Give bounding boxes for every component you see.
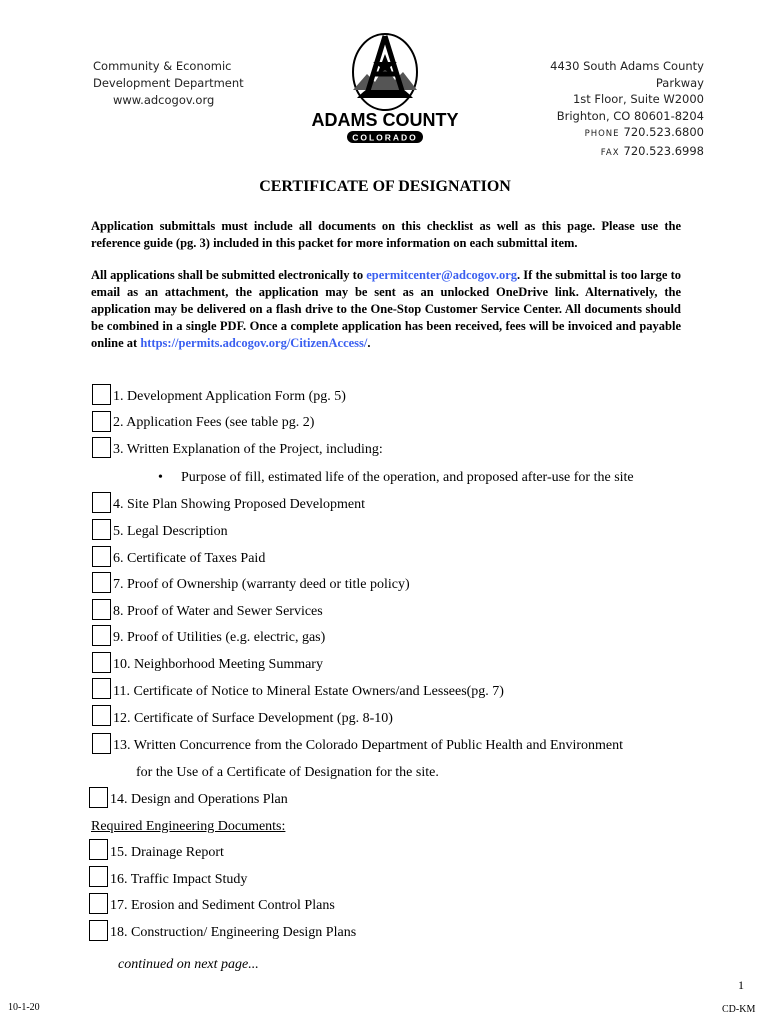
section-heading: Required Engineering Documents: xyxy=(91,819,286,834)
phone-number: 720.523.6800 xyxy=(623,125,704,139)
phone-label: PHONE xyxy=(584,129,620,139)
instructions-text: . xyxy=(367,336,371,350)
checklist-item: 7. Proof of Ownership (warranty deed or title policy) xyxy=(113,577,410,592)
checklist-item-continuation: for the Use of a Certificate of Designation for the site. xyxy=(136,765,439,780)
document-title: CERTIFICATE OF DESIGNATION xyxy=(259,178,511,195)
bullet-symbol: • xyxy=(158,470,163,485)
checklist-item: 3. Written Explanation of the Project, including: xyxy=(113,442,383,457)
checklist-item: 16. Traffic Impact Study xyxy=(110,872,248,887)
checklist-item: 17. Erosion and Sediment Control Plans xyxy=(110,898,335,913)
checklist-item: 4. Site Plan Showing Proposed Development xyxy=(113,497,365,512)
checkbox[interactable] xyxy=(92,411,111,432)
fax-line xyxy=(520,143,704,162)
bullet-item: Purpose of fill, estimated life of the operation, and proposed after-use for the site xyxy=(181,470,634,485)
checklist-item: 15. Drainage Report xyxy=(110,845,224,860)
checkbox[interactable] xyxy=(89,866,108,887)
fax-number: 720.523.6998 xyxy=(623,143,704,158)
adams-county-logo xyxy=(305,28,465,148)
checkbox[interactable] xyxy=(89,839,108,860)
checkbox[interactable] xyxy=(89,787,108,808)
checklist-item: 12. Certificate of Surface Development (pg. 8-10) xyxy=(113,711,393,726)
permits-link[interactable]: https://permits.adcogov.org/CitizenAccess/ xyxy=(140,336,368,350)
checkbox[interactable] xyxy=(92,652,111,673)
checklist-item: 5. Legal Description xyxy=(113,524,228,539)
fax-label: FAX xyxy=(600,147,620,158)
checklist-item: 8. Proof of Water and Sewer Services xyxy=(113,604,323,619)
intro-paragraph: Application submittals must include all documents on this checklist as well as this page. Please use the reference guide (pg. 3) included in this packet for more information on each submittal item. xyxy=(91,219,681,250)
page-number: 1 xyxy=(738,978,744,992)
dept-line: Community & Economic xyxy=(93,59,232,73)
checkbox[interactable] xyxy=(92,625,111,646)
checkbox[interactable] xyxy=(92,384,111,405)
phone-line xyxy=(520,124,704,143)
checklist-item: 2. Application Fees (see table pg. 2) xyxy=(113,415,315,430)
checklist-item: 14. Design and Operations Plan xyxy=(110,792,288,807)
checkbox[interactable] xyxy=(92,733,111,754)
footer-date: 10-1-20 xyxy=(8,1002,40,1013)
footer-code: CD-KM xyxy=(722,1004,756,1015)
checklist-item: 6. Certificate of Taxes Paid xyxy=(113,551,266,566)
logo-subtitle: COLORADO xyxy=(352,132,418,143)
department-block xyxy=(93,58,244,109)
checklist-item: 18. Construction/ Engineering Design Plans xyxy=(110,925,357,940)
checklist-item: 10. Neighborhood Meeting Summary xyxy=(113,657,323,672)
checklist-item: 9. Proof of Utilities (e.g. electric, gas) xyxy=(113,630,326,645)
checkbox[interactable] xyxy=(92,572,111,593)
dept-line: Development Department xyxy=(93,76,244,90)
website-text: www.adcogov.org xyxy=(113,93,215,107)
instructions-paragraph xyxy=(91,267,681,352)
checkbox[interactable] xyxy=(92,678,111,699)
checkbox[interactable] xyxy=(92,519,111,540)
checkbox[interactable] xyxy=(89,920,108,941)
address-block xyxy=(520,58,704,161)
address-line: Brighton, CO 80601-8204 xyxy=(556,108,704,123)
logo-name: ADAMS COUNTY xyxy=(311,110,459,130)
checklist-item: 1. Development Application Form (pg. 5) xyxy=(113,389,346,404)
address-line: 4430 South Adams County Parkway xyxy=(550,59,704,90)
checkbox[interactable] xyxy=(92,705,111,726)
checklist-item: 13. Written Concurrence from the Colorado Department of Public Health and Environment xyxy=(113,738,624,753)
address-line: 1st Floor, Suite W2000 xyxy=(572,92,704,106)
checkbox[interactable] xyxy=(92,599,111,620)
checklist-item: 11. Certificate of Notice to Mineral Estate Owners/and Lessees(pg. 7) xyxy=(113,684,504,699)
instructions-text: . If the submittal is too large to email as an attachment, the application may be sent as an unlocked OneDrive link. Alternatively, the application may be delivered on a flash drive to the One-Stop Customer Service Center. All documents should be combined in a single PDF. Once a complete application has been received, fees will be invoiced and payable online at xyxy=(91,268,681,350)
instructions-text: All applications shall be submitted electronically to xyxy=(91,268,367,282)
continued-note: continued on next page... xyxy=(118,957,259,972)
checkbox[interactable] xyxy=(92,437,111,458)
checkbox[interactable] xyxy=(92,492,111,513)
checkbox[interactable] xyxy=(92,546,111,567)
checkbox[interactable] xyxy=(89,893,108,914)
email-link[interactable]: epermitcenter@adcogov.org xyxy=(366,268,518,282)
